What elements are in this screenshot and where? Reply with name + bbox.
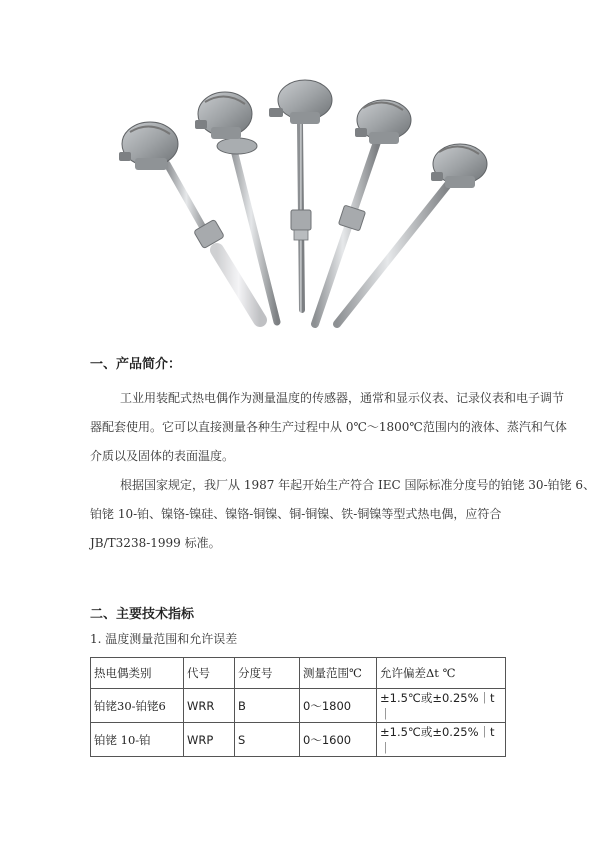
specs-subheading: 1. 温度测量范围和允许误差 xyxy=(90,632,238,646)
cell-type: 铂铑30-铂铑6 xyxy=(91,689,184,723)
header-cell-type: 热电偶类别 xyxy=(91,658,184,689)
spec-table xyxy=(90,657,506,757)
section-heading-intro: 一、产品简介： xyxy=(90,357,182,372)
cell-code: WRR xyxy=(184,689,235,723)
header-cell-graduation: 分度号 xyxy=(235,658,300,689)
cell-range: 0～1800 xyxy=(300,689,377,723)
thermocouple-product-photo xyxy=(105,72,505,340)
cell-code: WRP xyxy=(184,723,235,757)
cell-tolerance: ±1.5℃或±0.25%｜t｜ xyxy=(377,723,506,757)
table-row xyxy=(91,723,506,757)
cell-graduation: S xyxy=(235,723,300,757)
intro-paragraph-1-line-1: 工业用装配式热电偶作为测量温度的传感器，通常和显示仪表、记录仪表和电子调节 xyxy=(120,391,565,405)
thermocouple-5 xyxy=(337,144,487,324)
thermocouple-3 xyxy=(269,80,332,310)
table-header-row xyxy=(91,658,506,689)
cell-tolerance: ±1.5℃或±0.25%｜t｜ xyxy=(377,689,506,723)
cell-type: 铂铑 10-铂 xyxy=(91,723,184,757)
section-heading-specs: 二、主要技术指标 xyxy=(90,607,195,622)
header-cell-code: 代号 xyxy=(184,658,235,689)
cell-range: 0～1600 xyxy=(300,723,377,757)
intro-paragraph-2-line-2: 铂铑 10-铂、镍铬-镍硅、镍铬-铜镍、铜-铜镍、铁-铜镍等型式热电偶，应符合 xyxy=(90,507,502,521)
intro-paragraph-1-line-2: 器配套使用。它可以直接测量各种生产过程中从 0℃～1800℃范围内的液体、蒸汽和气体 xyxy=(90,420,567,434)
table-row xyxy=(91,689,506,723)
header-cell-range: 测量范围℃ xyxy=(300,658,377,689)
header-cell-tolerance: 允许偏差Δt ℃ xyxy=(377,658,506,689)
cell-graduation: B xyxy=(235,689,300,723)
intro-paragraph-2-line-1: 根据国家规定，我厂从 1987 年起开始生产符合 IEC 国际标准分度号的铂铑 30-铂铑 6、 xyxy=(120,478,596,492)
intro-paragraph-2-line-3: JB/T3238-1999 标准。 xyxy=(90,536,221,550)
intro-paragraph-1-line-3: 介质以及固体的表面温度。 xyxy=(90,449,235,463)
